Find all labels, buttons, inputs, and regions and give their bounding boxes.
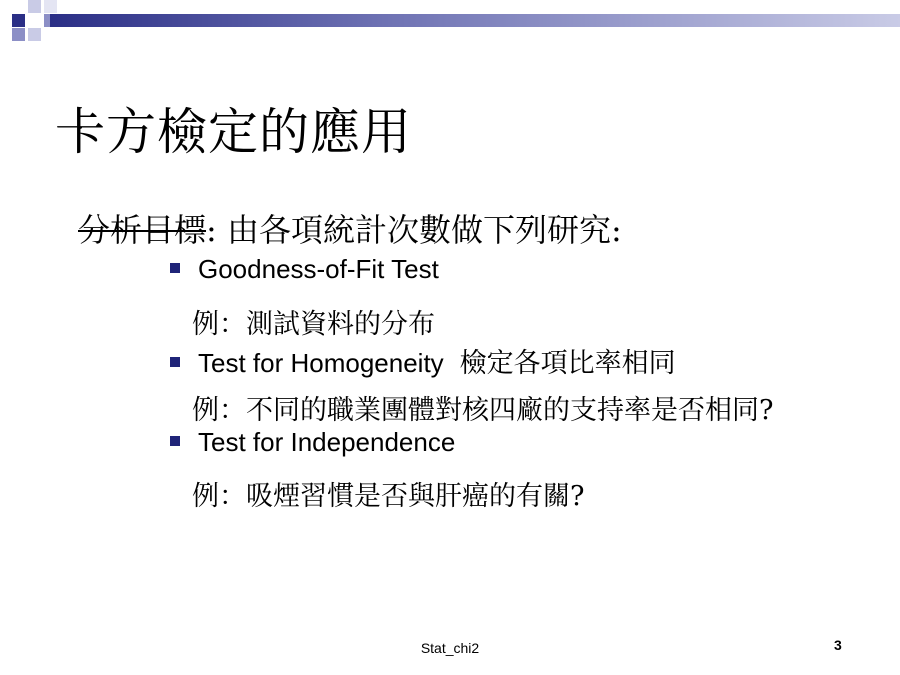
header-bar bbox=[50, 14, 900, 27]
item-example: 例：不同的職業團體對核四廠的支持率是否相同? bbox=[192, 395, 774, 426]
list-item bbox=[170, 254, 439, 285]
square-bullet-icon bbox=[170, 263, 180, 273]
footer-text: Stat_chi2 bbox=[420, 640, 480, 656]
square-bullet-icon bbox=[170, 357, 180, 367]
list-item bbox=[170, 427, 455, 458]
subtitle-text: : 由各項統計次數做下列研究: bbox=[206, 211, 622, 249]
item-example: 例：測試資料的分布 bbox=[192, 309, 435, 340]
item-example: 例：吸煙習慣是否與肝癌的有關? bbox=[192, 481, 585, 512]
deco-square bbox=[12, 14, 25, 27]
item-note: 檢定各項比率相同 bbox=[459, 348, 676, 379]
deco-square bbox=[44, 0, 57, 13]
item-label: Test for Independence bbox=[198, 427, 456, 457]
deco-square bbox=[28, 28, 41, 41]
deco-square bbox=[28, 0, 41, 13]
square-bullet-icon bbox=[170, 436, 180, 446]
slide-title: 卡方檢定的應用 bbox=[55, 103, 412, 161]
subtitle-struck-text: 分析目標 bbox=[78, 211, 207, 249]
list-item bbox=[170, 341, 676, 380]
slide-subtitle bbox=[78, 205, 622, 251]
page-number: 3 bbox=[834, 637, 842, 653]
item-label: Goodness-of-Fit Test bbox=[198, 254, 439, 284]
deco-square bbox=[12, 28, 25, 41]
item-label: Test for Homogeneity bbox=[198, 348, 444, 378]
header-decoration bbox=[0, 0, 900, 60]
